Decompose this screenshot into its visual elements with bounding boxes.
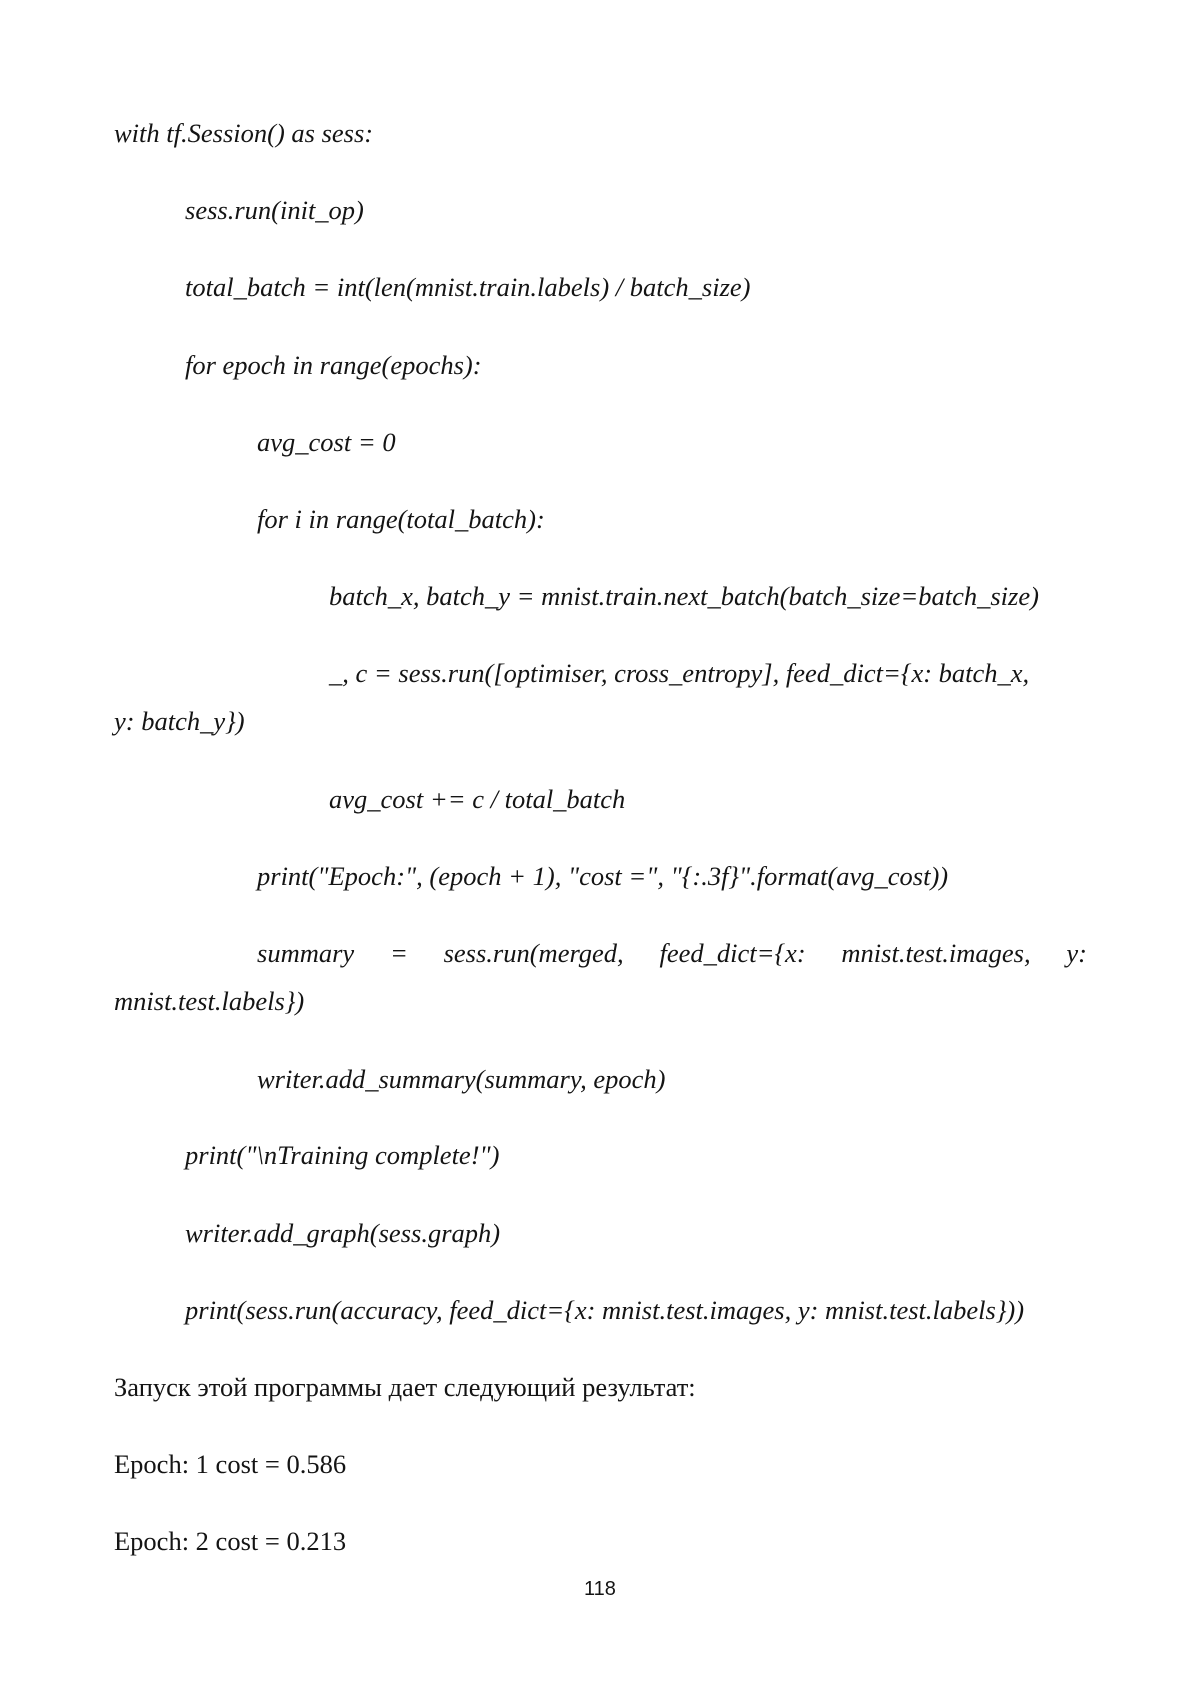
code-line: _, c = sess.run([optimiser, cross_entropy], feed_dict={x: batch_x, [329,658,1030,688]
code-line: total_batch = int(len(mnist.train.labels) / batch_size) [185,272,751,302]
code-line: print("Epoch:", (epoch + 1), "cost =", "{:.3f}".format(avg_cost)) [257,861,949,891]
code-line: for i in range(total_batch): [257,504,545,534]
code-line: writer.add_graph(sess.graph) [185,1218,501,1248]
code-line: print(sess.run(accuracy, feed_dict={x: mnist.test.images, y: mnist.test.labels})) [185,1295,1025,1325]
output-line: Epoch: 1 cost = 0.586 [114,1449,347,1479]
code-token: mnist.test.images, [841,938,1031,968]
code-line: with tf.Session() as sess: [114,118,374,148]
code-line: writer.add_summary(summary, epoch) [257,1064,666,1094]
code-line: sess.run(init_op) [185,195,364,225]
body-paragraph: Запуск этой программы дает следующий результат: [114,1372,696,1402]
code-line: avg_cost += c / total_batch [329,784,626,814]
output-line: Epoch: 2 cost = 0.213 [114,1526,347,1556]
code-line: avg_cost = 0 [257,427,396,457]
code-line-continuation: mnist.test.labels}) [114,986,305,1016]
code-token: y: [1066,938,1087,968]
code-token: = [389,938,408,968]
code-line-continuation: y: batch_y}) [114,706,245,736]
code-line: for epoch in range(epochs): [185,350,482,380]
code-line: batch_x, batch_y = mnist.train.next_batch(batch_size=batch_size) [329,581,1039,611]
code-line-justified [257,938,1087,968]
code-line: print("\nTraining complete!") [185,1140,500,1170]
code-token: summary [257,938,355,968]
code-token: sess.run(merged, [443,938,624,968]
page-number: 118 [584,1578,616,1600]
code-token: feed_dict={x: [659,938,806,968]
